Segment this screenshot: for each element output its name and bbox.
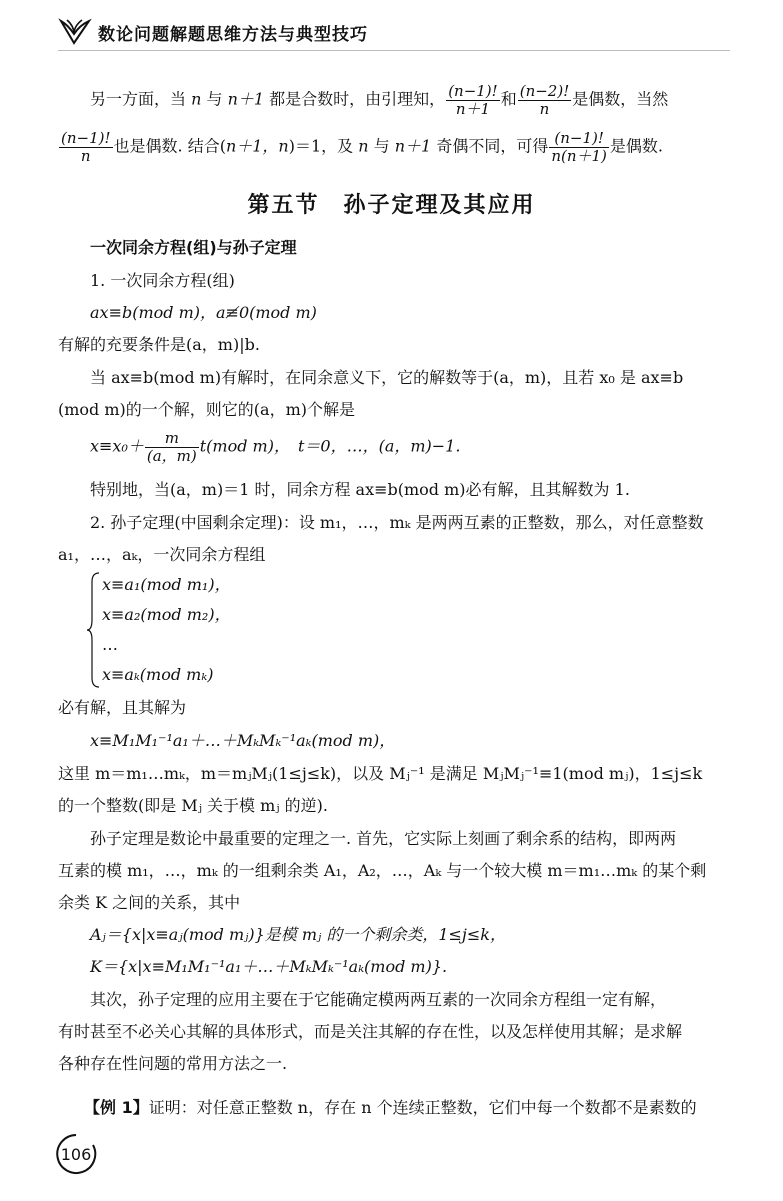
item1-para-line1: 当 ax≡b(mod m)有解时，在同余意义下，它的解数等于(a，m)，且若 x₀ 是 ax≡b bbox=[90, 368, 684, 387]
text: )＝1，及 bbox=[288, 136, 359, 156]
example-1 bbox=[84, 1100, 697, 1116]
item1-equation: ax≡b(mod m)，a≢0(mod m) bbox=[90, 303, 317, 322]
para1-line2 bbox=[58, 130, 663, 164]
denominator: n＋1 bbox=[455, 99, 491, 118]
discussion-p1-line3: 余类 K 之间的关系，其中 bbox=[58, 893, 241, 912]
item2-para-line2: a₁，…，aₖ，一次同余方程组 bbox=[58, 545, 266, 564]
math: n＋1 bbox=[227, 89, 265, 109]
text: 与 bbox=[201, 89, 228, 109]
system-eq-ellipsis: … bbox=[102, 635, 118, 654]
discussion-p2-line3: 各种存在性问题的常用方法之一. bbox=[58, 1054, 288, 1073]
item1-condition: 有解的充要条件是(a，m)|b. bbox=[58, 335, 260, 354]
numerator: (n−1)! bbox=[448, 82, 498, 100]
subsection-title: 一次同余方程(组)与孙子定理 bbox=[90, 238, 297, 257]
page-number: 106 bbox=[60, 1145, 92, 1164]
numerator: (n−1)! bbox=[61, 129, 111, 147]
fraction bbox=[549, 130, 609, 164]
text: 也是偶数. 结合( bbox=[113, 136, 226, 156]
item1-para-line2: (mod m)的一个解，则它的(a，m)个解是 bbox=[58, 400, 355, 419]
discussion-p1-line1: 孙子定理是数论中最重要的定理之一. 首先，它实际上刻画了剩余系的结构，即两两 bbox=[90, 829, 677, 848]
item2-para-line1: 2. 孙子定理(中国剩余定理)：设 m₁，…，mₖ 是两两互素的正整数，那么，对任意整数 bbox=[90, 513, 704, 532]
book-title: 数论问题解题思维方法与典型技巧 bbox=[98, 25, 368, 45]
header-rule bbox=[58, 50, 730, 51]
item1-title: 1. 一次同余方程(组) bbox=[90, 271, 235, 290]
text: 是偶数. bbox=[609, 136, 664, 156]
item2-where-line2: 的一个整数(即是 Mⱼ 关于模 mⱼ 的逆). bbox=[58, 796, 328, 815]
math: n＋1 bbox=[394, 136, 432, 156]
system-eq-k: x≡aₖ(mod mₖ) bbox=[102, 665, 214, 684]
discussion-p1-line2: 互素的模 m₁，…，mₖ 的一组剩余类 A₁，A₂，…，Aₖ 与一个较大模 m＝m₁…mₖ 的某个剩 bbox=[58, 861, 707, 880]
section-title: 第五节 孙子定理及其应用 bbox=[247, 193, 536, 218]
fraction bbox=[59, 130, 113, 164]
running-header bbox=[58, 14, 738, 54]
item1-solution bbox=[90, 430, 460, 464]
example-text: 证明：对任意正整数 n，存在 n 个连续正整数，它们中每一个数都不是素数的 bbox=[148, 1098, 697, 1117]
para1-line1 bbox=[90, 83, 668, 117]
denominator: n(n＋1) bbox=[551, 146, 607, 165]
text: 另一方面，当 bbox=[90, 89, 192, 109]
discussion-p2-line2: 有时甚至不必关心其解的具体形式，而是关注其解的存在性，以及怎样使用其解；是求解 bbox=[58, 1022, 683, 1041]
text: 是偶数，当然 bbox=[572, 89, 669, 109]
system-eq-2: x≡a₂(mod m₂)， bbox=[102, 605, 231, 624]
fraction bbox=[446, 83, 500, 117]
denominator: n bbox=[539, 99, 550, 118]
numerator: (n−2)! bbox=[519, 82, 570, 100]
denominator: n bbox=[80, 146, 91, 165]
item1-special: 特别地，当(a，m)＝1 时，同余方程 ax≡b(mod m)必有解，且其解数为 1. bbox=[90, 480, 630, 499]
text: 都是合数时，由引理知， bbox=[264, 89, 446, 109]
math: n bbox=[358, 136, 369, 156]
text: 和 bbox=[500, 89, 517, 109]
denominator: (a，m) bbox=[146, 446, 197, 465]
text: 奇偶不同，可得 bbox=[431, 136, 549, 156]
numerator: (n−1)! bbox=[549, 130, 609, 148]
def-K: K＝{x|x≡M₁M₁⁻¹a₁＋…＋MₖMₖ⁻¹aₖ(mod m)}. bbox=[90, 957, 448, 976]
discussion-p2-line1: 其次，孙子定理的应用主要在于它能确定模两两互素的一次同余方程组一定有解， bbox=[90, 990, 667, 1009]
text: 与 bbox=[368, 136, 395, 156]
def-Aj: Aⱼ＝{x|x≡aⱼ(mod mⱼ)}是模 mⱼ 的一个剩余类，1≤j≤k， bbox=[90, 925, 506, 944]
math: n bbox=[191, 89, 202, 109]
item2-where-line1: 这里 m＝m₁…mₖ，m＝mⱼMⱼ(1≤j≤k)，以及 Mⱼ⁻¹ 是满足 MⱼMⱼ⁻¹≡1(mod mⱼ)，1≤j≤k bbox=[58, 764, 703, 783]
math: x≡x₀＋ bbox=[90, 436, 144, 456]
example-label: 【例 1】 bbox=[84, 1098, 149, 1117]
math: n＋1，n bbox=[225, 136, 289, 156]
fraction bbox=[145, 430, 199, 464]
math: t(mod m)， t＝0，…，(a，m)−1. bbox=[199, 436, 461, 456]
item2-solution: x≡M₁M₁⁻¹a₁＋…＋MₖMₖ⁻¹aₖ(mod m)， bbox=[90, 731, 396, 750]
numerator: m bbox=[145, 430, 199, 448]
book-logo-icon bbox=[58, 16, 92, 46]
system-eq-1: x≡a₁(mod m₁)， bbox=[102, 575, 231, 594]
item2-must: 必有解，且其解为 bbox=[58, 698, 187, 717]
system-brace bbox=[86, 572, 100, 688]
fraction bbox=[518, 83, 572, 117]
